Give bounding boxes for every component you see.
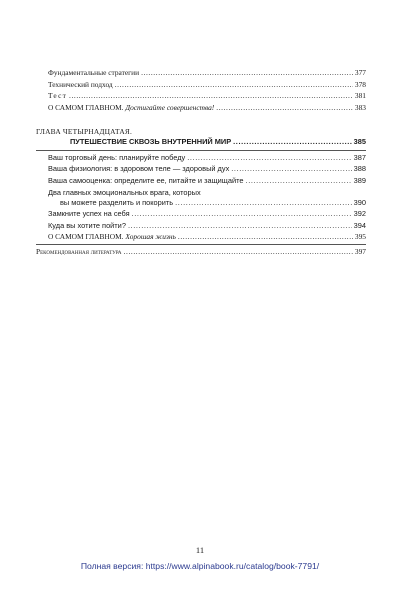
dot-leader bbox=[141, 68, 353, 78]
section-inner-world bbox=[48, 153, 366, 243]
entry-title-italic: Достигайте совершенства! bbox=[125, 102, 215, 112]
entry-page: 383 bbox=[354, 102, 366, 112]
chapter-title-entry[interactable] bbox=[70, 137, 366, 147]
entry-title-prefix: О САМОМ ГЛАВНОМ. bbox=[48, 102, 124, 112]
dot-leader bbox=[233, 137, 352, 147]
dot-leader bbox=[175, 198, 352, 208]
entry-page: 390 bbox=[353, 197, 366, 207]
section-strategies bbox=[48, 68, 366, 113]
toc-entry-good-life[interactable] bbox=[48, 232, 366, 242]
entry-title bbox=[48, 103, 214, 113]
dot-leader bbox=[246, 176, 352, 186]
dot-leader bbox=[124, 247, 353, 257]
entry-title bbox=[36, 247, 122, 257]
dot-leader bbox=[115, 80, 353, 90]
entry-page: 389 bbox=[353, 175, 366, 185]
entry-title: Замкните успех на себя bbox=[48, 209, 130, 219]
toc-entry-self-esteem[interactable] bbox=[48, 176, 366, 186]
entry-page: 397 bbox=[354, 246, 366, 256]
entry-title-line2: вы можете разделить и покорить bbox=[60, 197, 174, 207]
entry-title: Фундаментальные стратегии bbox=[48, 68, 140, 77]
page-number: 11 bbox=[195, 545, 205, 555]
chapter-title: ПУТЕШЕСТВИЕ СКВОЗЬ ВНУТРЕННИЙ МИР bbox=[70, 136, 232, 146]
entry-page: 378 bbox=[354, 79, 366, 89]
toc-entry-physiology[interactable] bbox=[48, 164, 366, 174]
toc-entry-where-to-go[interactable] bbox=[48, 221, 366, 231]
toc-entry-trading-day[interactable] bbox=[48, 153, 366, 163]
dot-leader bbox=[69, 91, 353, 101]
entry-page: 377 bbox=[354, 68, 366, 77]
divider bbox=[36, 244, 366, 245]
toc-entry-lock-success[interactable] bbox=[48, 209, 366, 219]
entry-title-italic: Хорошая жизнь bbox=[125, 232, 176, 242]
toc-entry-technical-approach[interactable] bbox=[48, 80, 366, 90]
entry-title-line1: Два главных эмоциональных врага, которых bbox=[48, 187, 201, 197]
dot-leader bbox=[231, 164, 351, 174]
entry-page: 388 bbox=[353, 164, 366, 174]
toc-entry-fundamental-strategies[interactable] bbox=[48, 68, 366, 78]
toc-entry-emotional-enemies[interactable] bbox=[48, 188, 366, 208]
toc-entry-test[interactable] bbox=[48, 91, 366, 101]
entry-title-prefix: О САМОМ ГЛАВНОМ. bbox=[48, 232, 124, 242]
entry-title: Ваша самооценка: определите ее, питайте и защищайте bbox=[48, 175, 244, 185]
entry-page: 392 bbox=[353, 209, 366, 219]
toc-entry-recommended-literature[interactable] bbox=[36, 247, 366, 257]
entry-line2 bbox=[48, 198, 366, 208]
dot-leader bbox=[132, 209, 352, 219]
entry-title-first-letter: Р bbox=[36, 246, 41, 256]
entry-page: 387 bbox=[353, 152, 366, 162]
dot-leader bbox=[216, 103, 353, 113]
entry-title bbox=[48, 232, 176, 242]
entry-page: 394 bbox=[353, 220, 366, 230]
entry-page: 381 bbox=[354, 91, 366, 101]
entry-page: 395 bbox=[354, 232, 366, 242]
divider bbox=[36, 150, 366, 151]
entry-title: Технический подход bbox=[48, 79, 113, 89]
dot-leader bbox=[128, 221, 352, 231]
table-of-contents bbox=[36, 68, 366, 257]
dot-leader bbox=[187, 153, 351, 163]
toc-entry-strive-for-perfection[interactable] bbox=[48, 103, 366, 113]
entry-title: Ваша физиология: в здоровом теле — здоровый дух bbox=[48, 164, 230, 174]
chapter-label: ГЛАВА ЧЕТЫРНАДЦАТАЯ. bbox=[36, 126, 133, 136]
entry-title: Тест bbox=[48, 91, 68, 101]
chapter-page: 385 bbox=[353, 136, 366, 146]
entry-title-rest: екомендованная литература bbox=[40, 246, 122, 256]
entry-title: Куда вы хотите пойти? bbox=[48, 220, 126, 230]
entry-title: Ваш торговый день: планируйте победу bbox=[48, 152, 186, 162]
dot-leader bbox=[178, 232, 353, 242]
full-version-link[interactable]: Полная версия: https://www.alpinabook.ru/catalog/book-7791/ bbox=[80, 561, 320, 571]
